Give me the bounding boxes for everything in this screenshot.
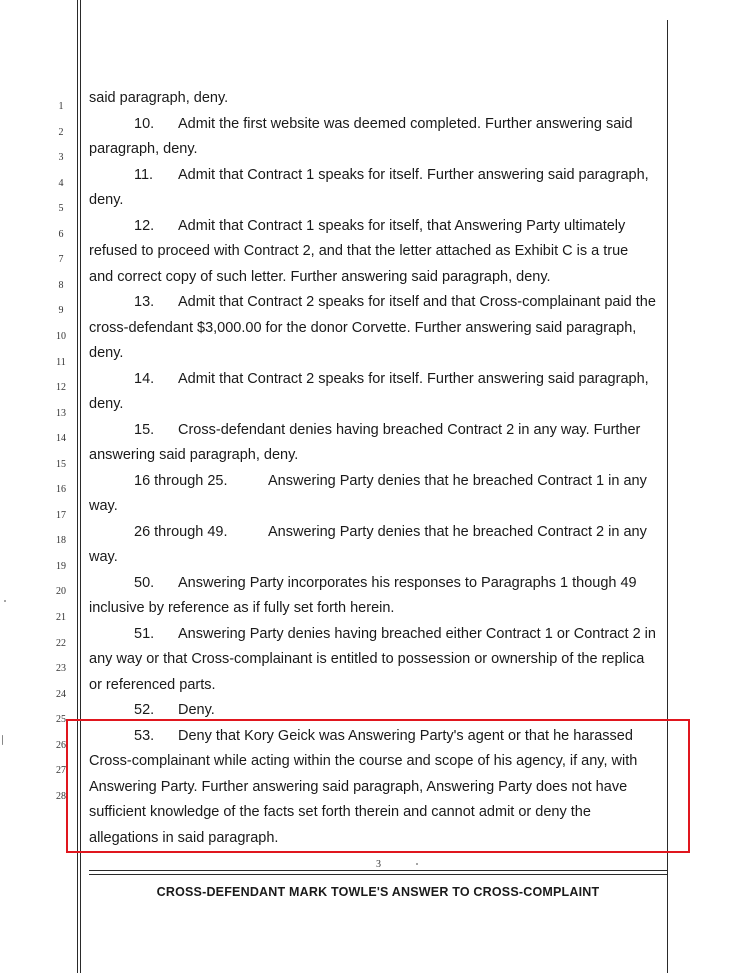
text-line: Answering Party denies that he breached Contract 2 in any [268, 523, 647, 540]
text-line: way. [89, 498, 118, 514]
line-number: 9 [58, 305, 64, 317]
line-number: 18 [56, 535, 66, 547]
line-number: 19 [56, 560, 66, 572]
text-line: Answering Party incorporates his responses to Paragraphs 1 though 49 [178, 574, 637, 591]
text-line: answering said paragraph, deny. [89, 447, 299, 463]
line-number: 28 [56, 790, 66, 802]
paragraph-number: 14. [134, 370, 155, 387]
footer-rule-bottom [89, 874, 667, 875]
text-line: deny. [89, 396, 124, 412]
line-number: 4 [58, 177, 64, 189]
line-number: 16 [56, 484, 66, 496]
line-number: 15 [56, 458, 66, 470]
text-line: Answering Party. Further answering said paragraph, Answering Party does not have [89, 778, 628, 795]
text-line: cross-defendant $3,000.00 for the donor Corvette. Further answering said paragraph, [89, 319, 637, 336]
line-number: 10 [56, 330, 66, 342]
text-line: said paragraph, deny. [89, 90, 229, 106]
paragraph-number: 10. [134, 115, 155, 132]
text-line: Deny. [178, 702, 215, 718]
line-number: 17 [56, 509, 66, 521]
line-number: 13 [56, 407, 66, 419]
text-line: Admit that Contract 2 speaks for itself. Further answering said paragraph, [178, 370, 649, 387]
text-line: any way or that Cross-complainant is entitled to possession or ownership of the replica [89, 651, 645, 667]
footer-title: CROSS-DEFENDANT MARK TOWLE'S ANSWER TO CROSS-COMPLAINT [156, 885, 600, 899]
text-line: Admit that Contract 1 speaks for itself, that Answering Party ultimately [178, 217, 626, 234]
paragraph-number: 26 through 49. [134, 523, 228, 540]
text-line: Answering Party denies that he breached Contract 1 in any [268, 472, 647, 489]
text-line: Admit that Contract 1 speaks for itself. Further answering said paragraph, [178, 166, 649, 183]
paragraph-number: 52. [134, 702, 155, 718]
paragraph-number: 16 through 25. [134, 472, 228, 489]
text-line: or referenced parts. [89, 676, 216, 693]
line-number: 23 [56, 663, 66, 675]
line-number: 26 [56, 739, 66, 751]
footer-rule-top [89, 870, 667, 871]
text-line: allegations in said paragraph. [89, 829, 279, 846]
paragraph-number: 15. [134, 421, 155, 438]
line-number: 11 [56, 356, 66, 368]
text-line: Admit that Contract 2 speaks for itself and that Cross-complainant paid the [178, 294, 656, 310]
line-number: 7 [58, 254, 64, 266]
text-line: deny. [89, 345, 124, 361]
line-number: 8 [58, 279, 64, 291]
line-number: 20 [56, 586, 66, 598]
paragraph-number: 13. [134, 294, 155, 310]
scan-speck [4, 600, 6, 602]
text-line: and correct copy of such letter. Further answering said paragraph, deny. [89, 268, 551, 285]
text-line: Answering Party denies having breached either Contract 1 or Contract 2 in [178, 625, 656, 642]
line-number: 21 [56, 612, 66, 623]
text-line: Cross-defendant denies having breached Contract 2 in any way. Further [178, 421, 641, 438]
scan-speck [2, 735, 3, 745]
line-number: 27 [56, 765, 66, 777]
page-number: 3 [376, 859, 381, 870]
text-line: refused to proceed with Contract 2, and that the letter attached as Exhibit C is a true [89, 243, 629, 259]
scan-speck [416, 863, 418, 865]
line-number: 6 [58, 228, 64, 240]
text-line: Deny that Kory Geick was Answering Party's agent or that he harassed [178, 727, 633, 744]
paragraph-number: 11. [134, 166, 154, 183]
highlight-box [66, 719, 690, 853]
text-line: paragraph, deny. [89, 141, 198, 157]
line-number: 22 [56, 637, 66, 649]
line-number: 14 [56, 433, 66, 445]
paragraph-number: 51. [134, 625, 155, 642]
line-number: 25 [56, 714, 66, 726]
text-line: sufficient knowledge of the facts set forth therein and cannot admit or deny the [89, 804, 591, 820]
text-line: deny. [89, 192, 124, 208]
line-number: 5 [58, 203, 64, 215]
text-line: way. [89, 549, 118, 565]
line-number: 2 [58, 126, 64, 138]
paragraph-number: 50. [134, 574, 155, 591]
paragraph-number: 53. [134, 727, 155, 744]
line-number: 1 [58, 101, 64, 112]
text-line: Cross-complainant while acting within the course and scope of his agency, if any, with [89, 753, 638, 769]
line-number: 24 [56, 688, 66, 700]
text-line: Admit the first website was deemed completed. Further answering said [178, 115, 633, 132]
paragraph-number: 12. [134, 217, 155, 234]
text-line: inclusive by reference as if fully set forth herein. [89, 600, 395, 616]
line-number: 12 [56, 382, 66, 394]
line-number: 3 [58, 152, 64, 164]
